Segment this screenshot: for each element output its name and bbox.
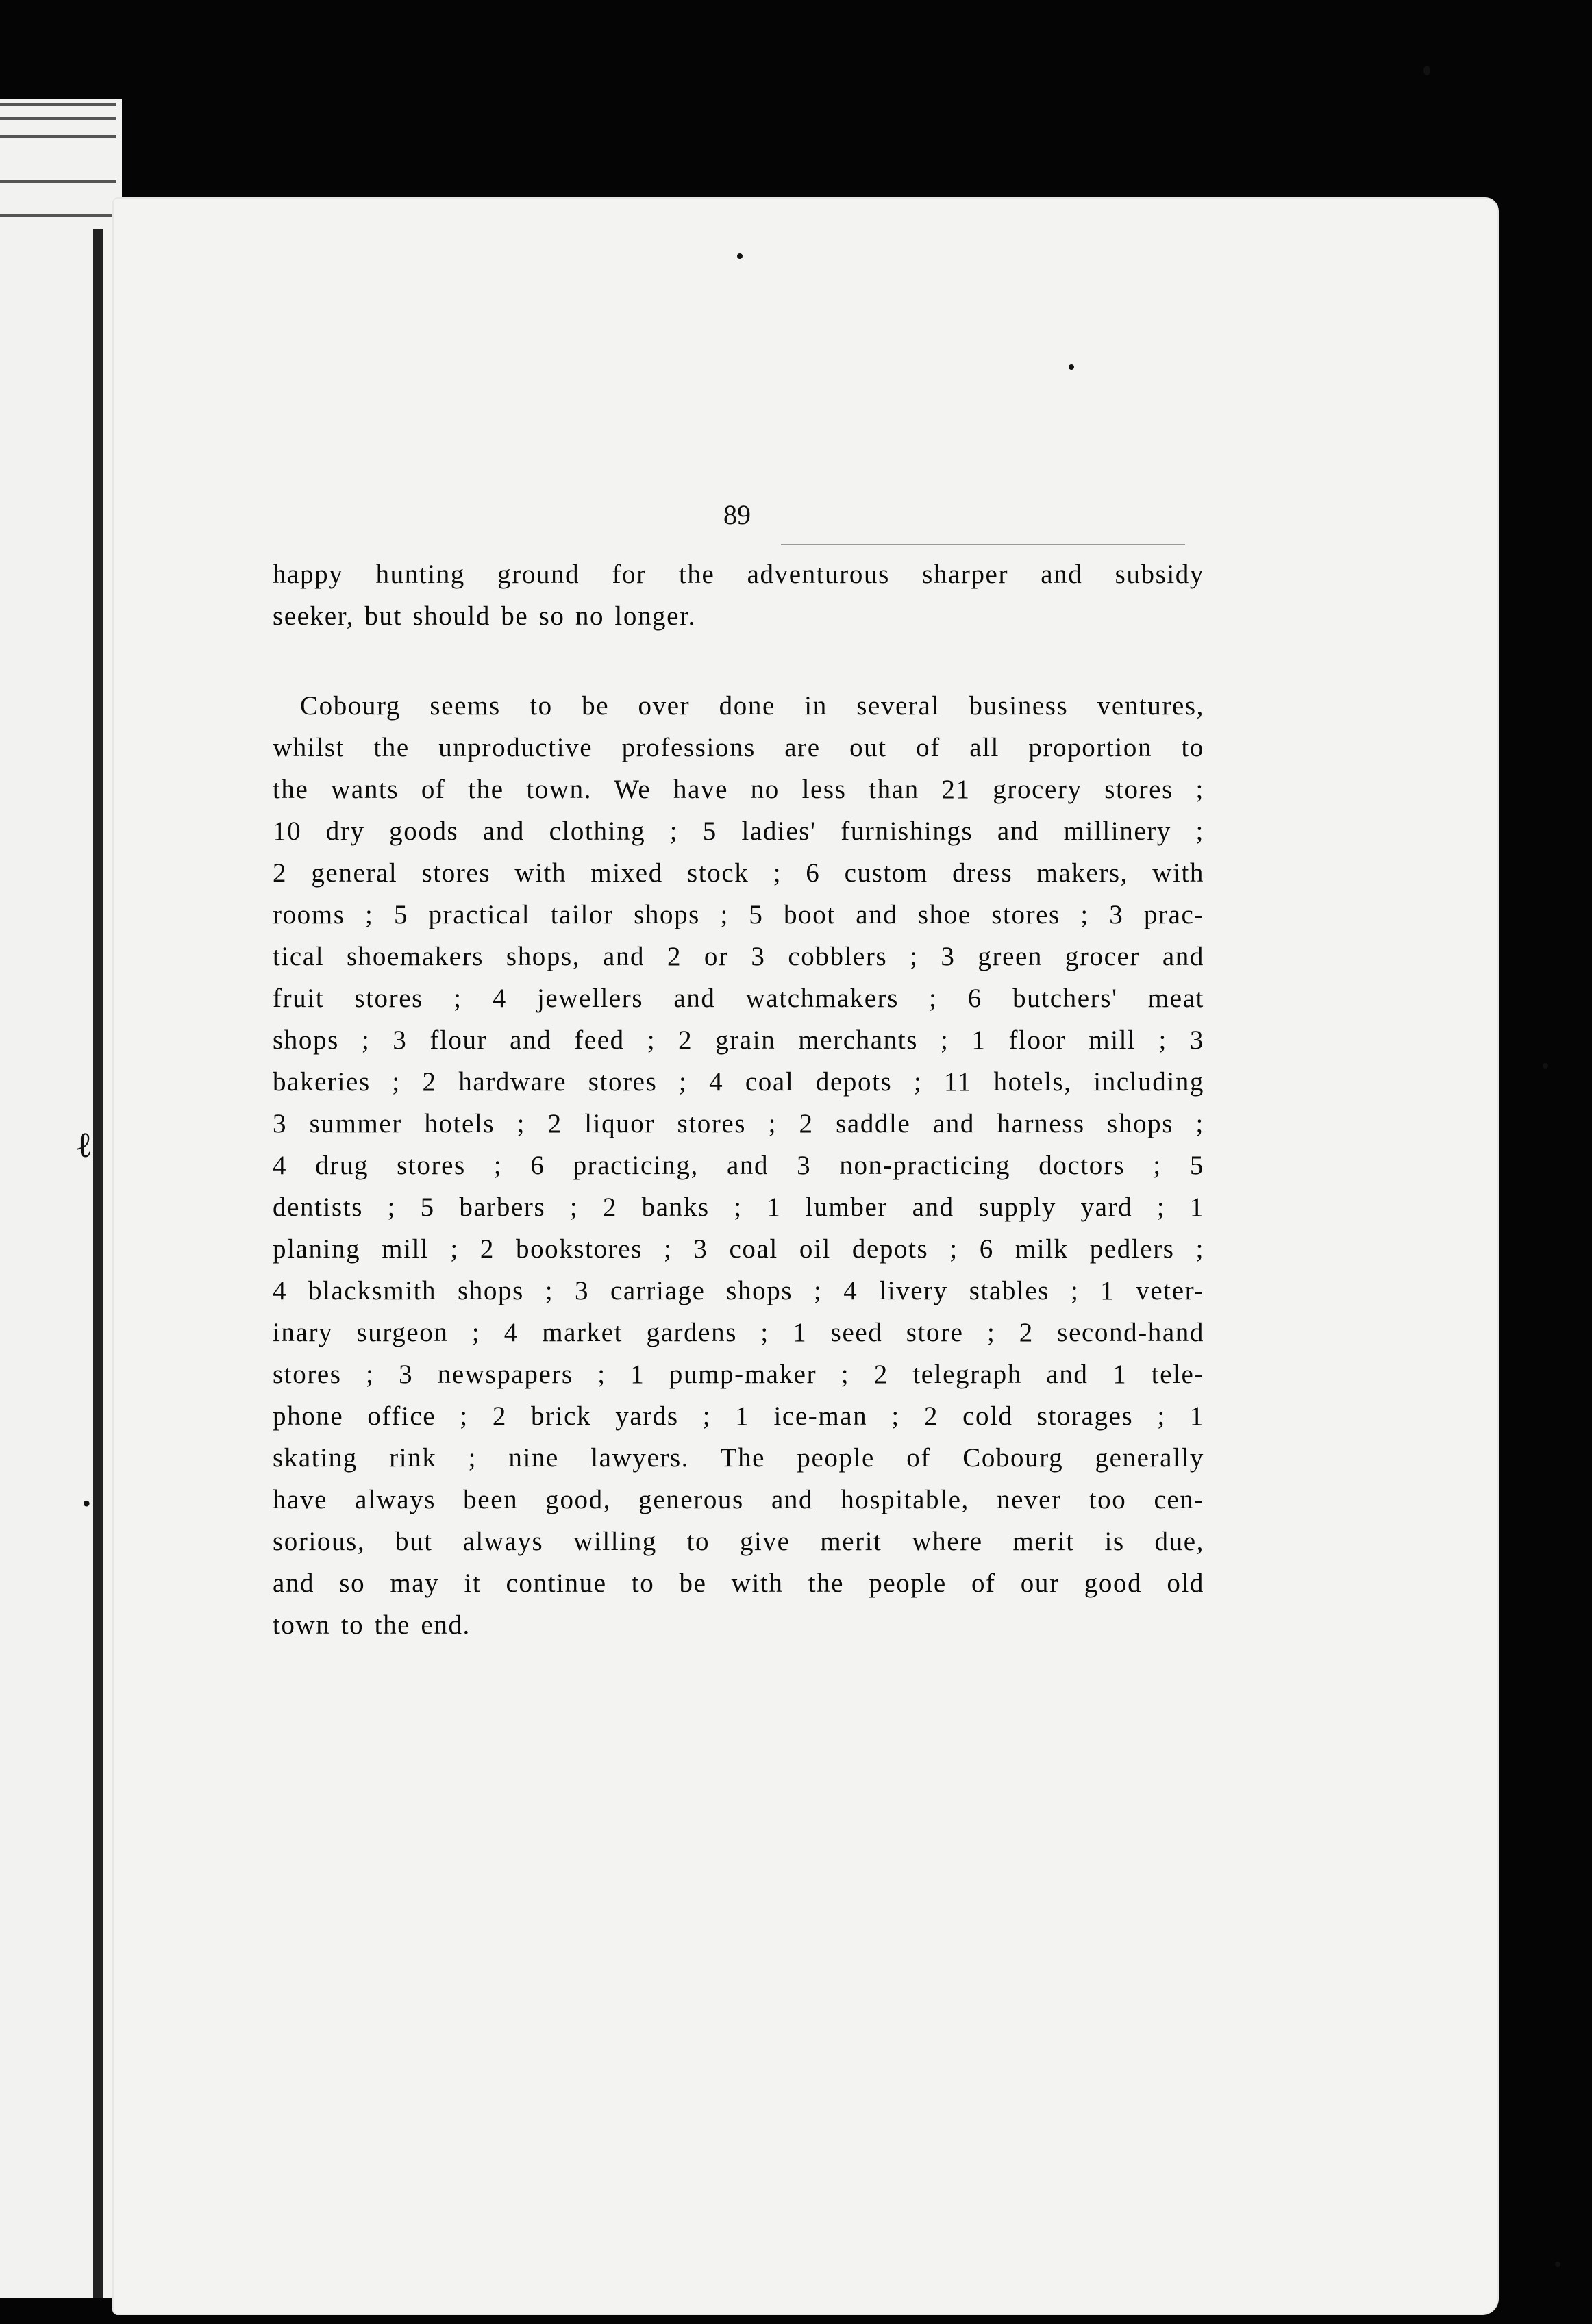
- text-line: 4 blacksmith shops ; 3 carriage shops ; 4 livery stables ; 1 veter-: [273, 1276, 1204, 1305]
- text-line: 3 summer hotels ; 2 liquor stores ; 2 saddle and harness shops ;: [273, 1109, 1204, 1138]
- text-line: Cobourg seems to be over done in several business ventures,: [300, 691, 1204, 721]
- text-line: town to the end.: [273, 1610, 471, 1640]
- page-number: 89: [723, 499, 751, 530]
- text-line: sorious, but always willing to give merit where merit is due,: [273, 1527, 1204, 1556]
- text-line: happy hunting ground for the adventurous sharper and subsidy: [273, 560, 1204, 589]
- text-line: shops ; 3 flour and feed ; 2 grain merchants ; 1 floor mill ; 3: [273, 1025, 1204, 1055]
- header-rule: [781, 544, 1185, 545]
- text-line: rooms ; 5 practical tailor shops ; 5 boot and shoe stores ; 3 prac-: [273, 900, 1204, 929]
- text-line: 2 general stores with mixed stock ; 6 custom dress makers, with: [273, 858, 1204, 888]
- text-line: phone office ; 2 brick yards ; 1 ice-man ; 2 cold storages ; 1: [273, 1401, 1204, 1431]
- text-line: whilst the unproductive professions are out of all proportion to: [273, 733, 1204, 762]
- text-line: inary surgeon ; 4 market gardens ; 1 seed store ; 2 second-hand: [273, 1318, 1204, 1347]
- text-line: dentists ; 5 barbers ; 2 banks ; 1 lumber and supply yard ; 1: [273, 1192, 1204, 1222]
- text-line: stores ; 3 newspapers ; 1 pump-maker ; 2 telegraph and 1 tele-: [273, 1360, 1204, 1389]
- film-speck: [1555, 2262, 1560, 2267]
- body-text: [273, 553, 1204, 1646]
- paragraph: [273, 685, 1204, 1646]
- margin-mark: •: [82, 1490, 91, 1517]
- page-edge-stripe: [0, 180, 116, 183]
- text-line: and so may it continue to be with the people of our good old: [273, 1569, 1204, 1598]
- page-edge-stripe: [0, 103, 116, 106]
- text-line: 4 drug stores ; 6 practicing, and 3 non-practicing doctors ; 5: [273, 1151, 1204, 1180]
- film-speck: [1069, 364, 1074, 370]
- page-edge-stripe: [0, 117, 116, 120]
- page-edge-stripe: [0, 135, 116, 138]
- page-binding-shadow: [93, 229, 103, 2298]
- text-line: fruit stores ; 4 jewellers and watchmakers ; 6 butchers' meat: [273, 984, 1204, 1013]
- text-line: 10 dry goods and clothing ; 5 ladies' furnishings and millinery ;: [273, 816, 1204, 846]
- text-line: bakeries ; 2 hardware stores ; 4 coal depots ; 11 hotels, including: [273, 1067, 1204, 1097]
- text-line: tical shoemakers shops, and 2 or 3 cobblers ; 3 green grocer and: [273, 942, 1204, 971]
- previous-page-edge: [0, 99, 122, 2298]
- film-speck: [737, 253, 743, 259]
- film-speck: [1423, 66, 1430, 75]
- page-edge-stripe: [0, 214, 116, 217]
- text-line: skating rink ; nine lawyers. The people of Cobourg generally: [273, 1443, 1204, 1473]
- text-line: have always been good, generous and hospitable, never too cen-: [273, 1485, 1204, 1514]
- paragraph: [273, 553, 1204, 637]
- text-line: planing mill ; 2 bookstores ; 3 coal oil depots ; 6 milk pedlers ;: [273, 1234, 1204, 1264]
- film-speck: [1543, 1063, 1548, 1069]
- text-line: seeker, but should be so no longer.: [273, 601, 696, 631]
- text-line: the wants of the town. We have no less than 21 grocery stores ;: [273, 775, 1204, 804]
- margin-mark: ℓ: [75, 1126, 92, 1165]
